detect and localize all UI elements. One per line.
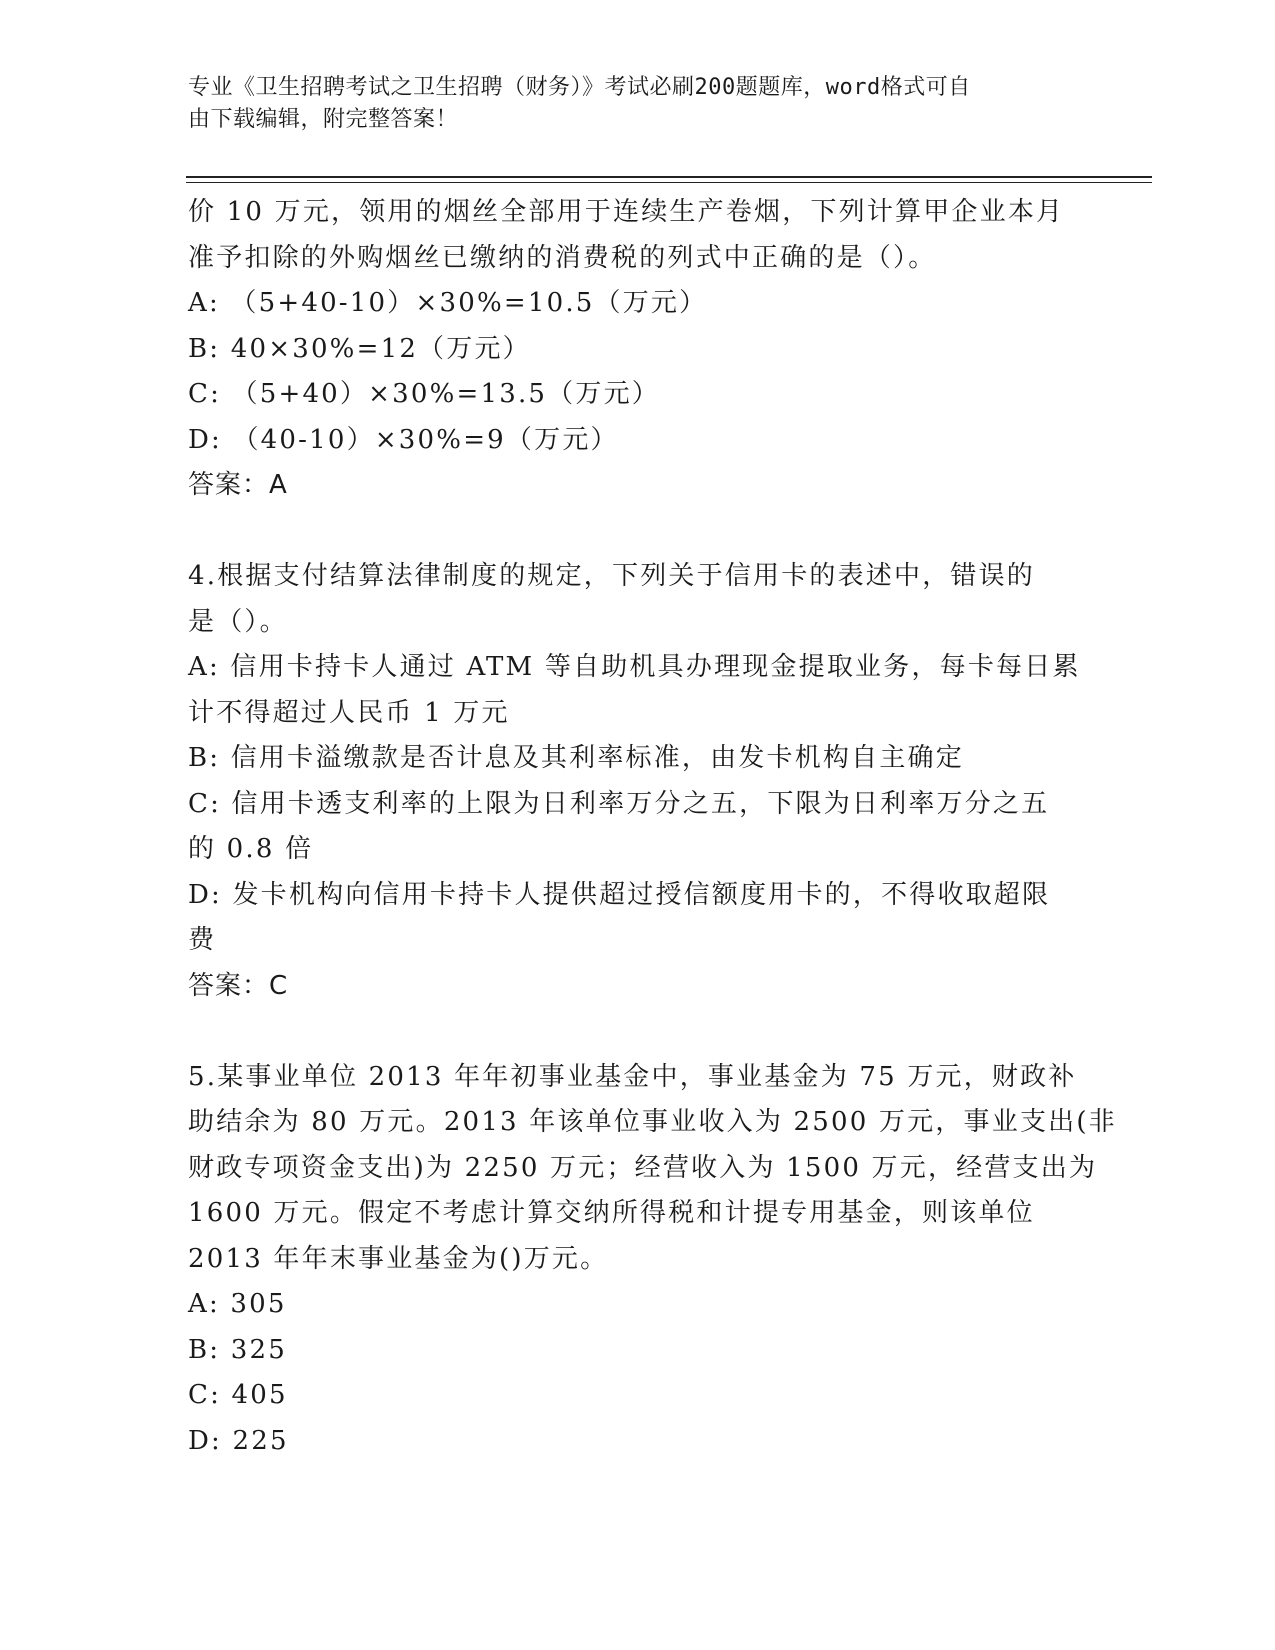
question-5-option-a: A: 305 [188, 1289, 287, 1319]
header-divider-thin [186, 182, 1152, 183]
header-divider-thick [186, 176, 1152, 178]
question-3-option-d: D: （40-10）×30%=9（万元） [188, 424, 619, 455]
question-5-option-c: C: 405 [188, 1380, 288, 1410]
header-line-1: 专业《卫生招聘考试之卫生招聘（财务）》考试必刷200题题库，word格式可自 [188, 75, 971, 100]
question-4-option-c-line-2: 的 0.8 倍 [188, 834, 314, 864]
question-4-option-c-line-1: C: 信用卡透支利率的上限为日利率万分之五，下限为日利率万分之五 [188, 788, 1050, 819]
question-4-stem-line-1: 4.根据支付结算法律制度的规定，下列关于信用卡的表述中，错误的 [188, 561, 1036, 591]
question-3-stem-line-2: 准予扣除的外购烟丝已缴纳的消费税的列式中正确的是（）。 [188, 242, 937, 273]
question-4 [188, 554, 1088, 1009]
question-3-option-a: A: （5+40-10）×30%=10.5（万元） [188, 288, 708, 318]
question-5 [188, 1055, 1117, 1465]
spacer [188, 509, 1088, 555]
question-4-option-d-line-2: 费 [188, 925, 217, 955]
question-4-option-d-line-1: D: 发卡机构向信用卡持卡人提供超过授信额度用卡的，不得收取超限 [188, 879, 1051, 910]
header-line-2: 由下载编辑，附完整答案！ [188, 107, 459, 132]
question-5-stem-line-1: 5.某事业单位 2013 年年初事业基金中，事业基金为 75 万元，财政补 [188, 1061, 1077, 1092]
question-4-answer: 答案：C [188, 970, 289, 1001]
question-4-option-a-line-2: 计不得超过人民币 1 万元 [188, 697, 510, 728]
question-4-stem-line-2: 是（）。 [188, 606, 288, 637]
question-3-option-b: B: 40×30%=12（万元） [188, 333, 531, 364]
question-4-option-b: B: 信用卡溢缴款是否计息及其利率标准，由发卡机构自主确定 [188, 743, 964, 773]
question-3-answer: 答案：A [188, 470, 288, 500]
question-5-stem-line-3: 财政专项资金支出)为 2250 万元；经营收入为 1500 万元，经营支出为 [188, 1152, 1098, 1183]
question-5-option-d: D: 225 [188, 1425, 289, 1456]
question-5-stem-line-2: 助结余为 80 万元。2013 年该单位事业收入为 2500 万元，事业支出(非 [188, 1107, 1117, 1137]
question-5-stem-line-4: 1600 万元。假定不考虑计算交纳所得税和计提专用基金，则该单位 [188, 1198, 1035, 1228]
question-3-stem-line-1: 价 10 万元，领用的烟丝全部用于连续生产卷烟，下列计算甲企业本月 [188, 197, 1065, 227]
question-content [188, 190, 1117, 1464]
page-header [188, 72, 1068, 136]
question-3-option-c: C: （5+40）×30%=13.5（万元） [188, 379, 660, 409]
question-5-stem-line-5: 2013 年年末事业基金为()万元。 [188, 1243, 609, 1274]
spacer [188, 1009, 1088, 1055]
question-4-option-a-line-1: A: 信用卡持卡人通过 ATM 等自助机具办理现金提取业务，每卡每日累 [188, 652, 1081, 682]
question-3 [188, 190, 1088, 509]
question-5-option-b: B: 325 [188, 1334, 287, 1365]
